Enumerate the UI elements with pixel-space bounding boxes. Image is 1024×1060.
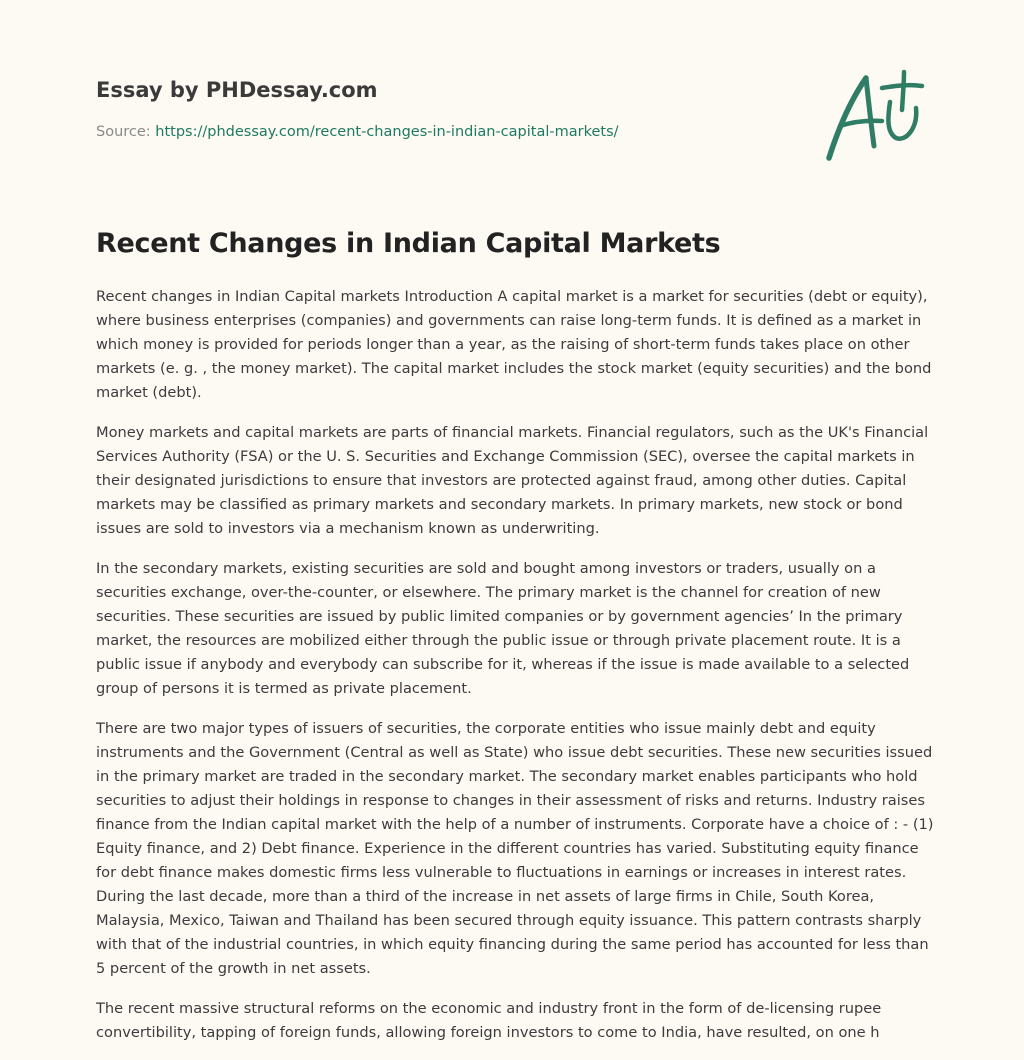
page-header <box>96 76 796 142</box>
essay-paragraph: The recent massive structural reforms on the economic and industry front in the form of de-licensing rupee convertibility, tapping of foreign funds, allowing foreign investors to come to India, have resulted, on one h <box>96 1000 882 1041</box>
source-line <box>96 122 796 142</box>
essay-title: Recent Changes in Indian Capital Markets <box>96 228 721 259</box>
site-title: Essay by PHDessay.com <box>96 78 378 102</box>
a-plus-logo-icon <box>820 66 930 166</box>
essay-paragraph: In the secondary markets, existing securities are sold and bought among investors or traders, usually on a securities exchange, over-the-counter, or elsewhere. The primary market is the channel for creation of new securities. These securities are issued by public limited companies or by government agencies’ In the primary market, the resources are mobilized either through the public issue or through private placement route. It is a public issue if anybody and everybody can subscribe for it, whereas if the issue is made available to a selected group of persons it is termed as private placement. <box>96 560 910 697</box>
essay-paragraph: Money markets and capital markets are parts of financial markets. Financial regulators, such as the UK's Financial Services Authority (FSA) or the U. S. Securities and Exchange Commission (SEC), oversee the capital markets in their designated jurisdictions to ensure that investors are protected against fraud, among other duties. Capital markets may be classified as primary markets and secondary markets. In primary markets, new stock or bond issues are sold to investors via a mechanism known as underwriting. <box>96 424 929 537</box>
essay-body <box>96 285 936 1060</box>
essay-paragraph: There are two major types of issuers of securities, the corporate entities who issue mainly debt and equity instruments and the Government (Central as well as State) who issue debt securities. These new securities issued in the primary market are traded in the secondary market. The secondary market enables participants who hold securities to adjust their holdings in response to changes in their assessment of risks and returns. Industry raises finance from the Indian capital market with the help of a number of instruments. Corporate have a choice of : - (1) Equity finance, and 2) Debt finance. Experience in the different countries has varied. Substituting equity finance for debt finance makes domestic firms less vulnerable to fluctuations in earnings or increases in interest rates. During the last decade, more than a third of the increase in net assets of large firms in Chile, South Korea, Malaysia, Mexico, Taiwan and Thailand has been secured through equity issuance. This pattern contrasts sharply with that of the industrial countries, in which equity financing during the same period has accounted for less than 5 percent of the growth in net assets. <box>96 720 934 977</box>
source-link[interactable]: https://phdessay.com/recent-changes-in-indian-capital-markets/ <box>155 124 619 140</box>
essay-paragraph: Recent changes in Indian Capital markets Introduction A capital market is a market for securities (debt or equity), where business enterprises (companies) and governments can raise long-term funds. It is defined as a market in which money is provided for periods longer than a year, as the raising of short-term funds takes place on other markets (e. g. , the money market). The capital market includes the stock market (equity securities) and the bond market (debt). <box>96 288 932 401</box>
source-label: Source: <box>96 124 156 140</box>
